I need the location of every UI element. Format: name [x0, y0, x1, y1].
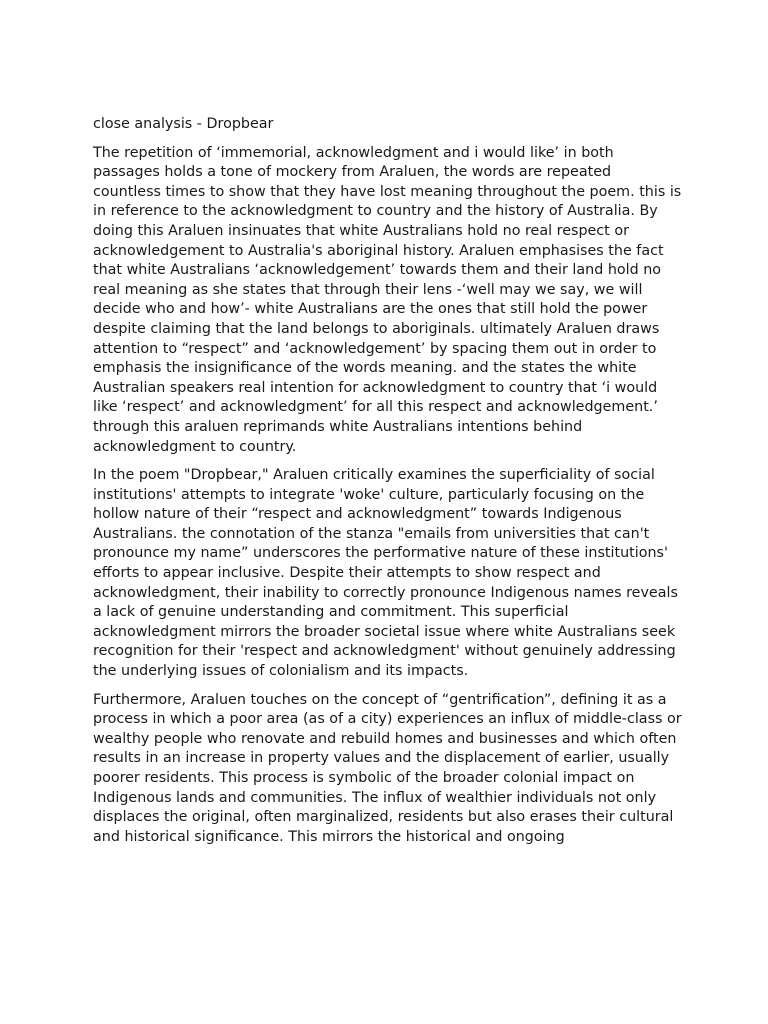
paragraph-gentrification-analysis: Furthermore, Araluen touches on the concept of “gentrification”, defining it as a process in which a poor area (as of a city) experiences an influx of middle-class or wealthy people who renovate and rebuild homes and businesses and which often results in an increase in property values and the displacement of earlier, usually poorer residents. This process is symbolic of the broader colonial impact on Indigenous lands and communities. The influx of wealthier individuals not only displaces the original, often marginalized, residents but also erases their cultural and historical significance. This mirrors the historical and ongoing: [93, 691, 682, 845]
document-title: close analysis - Dropbear: [93, 116, 274, 132]
document-body: [93, 115, 683, 856]
paragraph-woke-culture-analysis: In the poem "Dropbear," Araluen critically examines the superficiality of social institutions' attempts to integrate 'woke' culture, particularly focusing on the hollow nature of their “respect and acknowledgment” towards Indigenous Australians. the connotation of the stanza "emails from universities that can't pronounce my name” underscores the performative nature of these institutions' efforts to appear inclusive. Despite their attempts to show respect and acknowledgment, their inability to correctly pronounce Indigenous names reveals a lack of genuine understanding and commitment. This superficial acknowledgment mirrors the broader societal issue where white Australians seek recognition for their 'respect and acknowledgment' without genuinely addressing the underlying issues of colonialism and its impacts.: [93, 467, 678, 680]
paragraph-repetition-analysis: The repetition of ‘immemorial, acknowledgment and i would like’ in both passages holds a tone of mockery from Araluen, the words are repeated countless times to show that they have lost meaning throughout the poem. this is in reference to the acknowledgment to country and the history of Australia. By doing this Araluen insinuates that white Australians hold no real respect or acknowledgement to Australia's aboriginal history. Araluen emphasises the fact that white Australians ‘acknowledgement’ towards them and their land hold no real meaning as she states that through their lens -‘well may we say, we will decide who and how’- white Australians are the ones that still hold the power despite claiming that the land belongs to aboriginals. ultimately Araluen draws attention to “respect” and ‘acknowledgement’ by spacing them out in order to emphasis the insignificance of the words meaning. and the states the white Australian speakers real intention for acknowledgment to country that ‘i would like ‘respect’ and acknowledgment’ for all this respect and acknowledgement.’ through this araluen reprimands white Australians intentions behind acknowledgment to country.: [93, 144, 682, 455]
